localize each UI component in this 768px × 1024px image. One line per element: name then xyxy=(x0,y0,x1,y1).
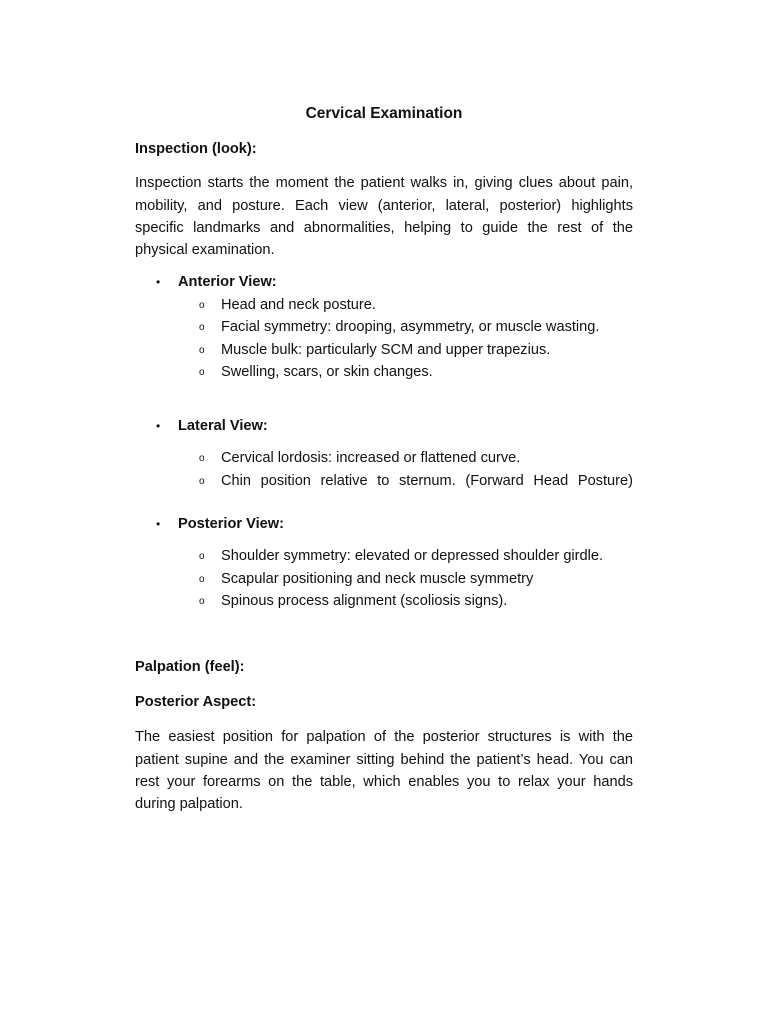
document-title: Cervical Examination xyxy=(305,105,463,122)
list-item-text: Spinous process alignment (scoliosis signs). xyxy=(221,593,508,610)
inspection-heading: Inspection (look): xyxy=(135,141,257,157)
list-item xyxy=(178,590,633,613)
list-item-text: Scapular positioning and neck muscle symmetry xyxy=(221,570,534,587)
posterior-view xyxy=(135,513,633,613)
list-item xyxy=(178,568,633,591)
circle-bullet-icon: o xyxy=(199,573,205,585)
bullet-icon: • xyxy=(156,275,161,290)
anterior-view xyxy=(135,271,633,383)
anterior-view-label: Anterior View: xyxy=(178,274,277,291)
palpation-heading: Palpation (feel): xyxy=(135,658,245,675)
list-item-text: Shoulder symmetry: elevated or depressed shoulder girdle. xyxy=(221,548,604,565)
palpation-paragraph: The easiest position for palpation of the posterior structures is with the patient supine and the examiner sitting behind the patient’s head. You can rest your forearms on the table, which enables you to relax your hands during palpation. xyxy=(135,729,633,813)
list-item-text: Cervical lordosis: increased or flattened curve. xyxy=(221,450,521,467)
document-content xyxy=(135,102,633,816)
inspection-views-list xyxy=(135,271,633,612)
circle-bullet-icon: o xyxy=(199,596,205,608)
bullet-icon: • xyxy=(156,517,161,532)
inspection-paragraph: Inspection starts the moment the patient walks in, giving clues about pain, mobility, and posture. Each view (anterior, lateral, posterior) highlights specific landmarks and abnormalities, helping to guide the rest of the physical examination. xyxy=(135,175,633,259)
circle-bullet-icon: o xyxy=(199,475,205,487)
circle-bullet-icon: o xyxy=(199,367,205,379)
list-item-text: Muscle bulk: particularly SCM and upper trapezius. xyxy=(221,341,551,358)
list-item xyxy=(178,447,633,470)
list-item xyxy=(178,339,633,362)
lateral-view xyxy=(135,415,633,492)
list-item-text: Head and neck posture. xyxy=(221,296,376,313)
list-item-text: Facial symmetry: drooping, asymmetry, or muscle wasting. xyxy=(221,319,600,336)
lateral-view-label: Lateral View: xyxy=(178,417,268,434)
list-item xyxy=(178,316,633,339)
posterior-view-items xyxy=(178,545,633,613)
circle-bullet-icon: o xyxy=(199,551,205,563)
list-item-text: Chin position relative to sternum. (Forward Head Posture) xyxy=(221,472,633,489)
circle-bullet-icon: o xyxy=(199,322,205,334)
bullet-icon: • xyxy=(156,418,161,433)
circle-bullet-icon: o xyxy=(199,299,205,311)
anterior-view-items xyxy=(178,294,633,384)
lateral-view-items xyxy=(178,447,633,492)
list-item xyxy=(178,294,633,317)
list-item-text: Swelling, scars, or skin changes. xyxy=(221,364,433,381)
circle-bullet-icon: o xyxy=(199,453,205,465)
list-item xyxy=(178,361,633,384)
list-item xyxy=(178,470,633,493)
posterior-aspect-heading: Posterior Aspect: xyxy=(135,694,257,711)
circle-bullet-icon: o xyxy=(199,344,205,356)
posterior-view-label: Posterior View: xyxy=(178,516,284,533)
list-item xyxy=(178,545,633,568)
